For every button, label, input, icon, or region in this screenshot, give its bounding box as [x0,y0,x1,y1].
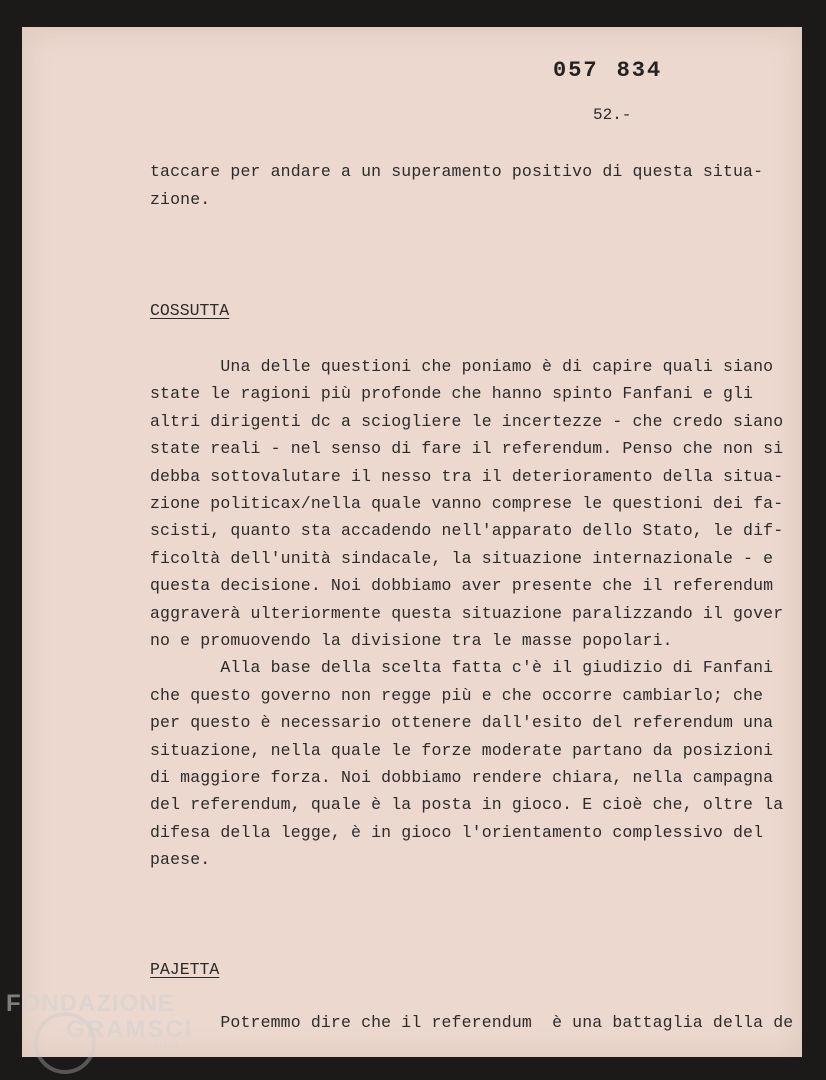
text-line: questa decisione. Noi dobbiamo aver presente che il referendum [150,576,774,596]
text-line: state le ragioni più profonde che hanno spinto Fanfani e gli [150,384,754,404]
page-number: 52.- [593,106,632,124]
text-line: taccare per andare a un superamento positivo di questa situa- [150,162,764,181]
text-line: ficoltà dell'unità sindacale, la situazione internazionale - e [150,548,774,568]
text-line: paese. [150,850,211,870]
document-page [22,27,802,1057]
text-line: zione. [150,189,211,209]
text-line: Alla base della scelta fatta c'è il giudizio di Fanfani [150,658,774,678]
archive-number-part1: 057 [553,58,599,83]
text-line: che questo governo non regge più e che occorre cambiarlo; che [150,685,764,705]
text-line: di maggiore forza. Noi dobbiamo rendere chiara, nella campagna [150,768,774,787]
text-line: no e promuovendo la divisione tra le masse popolari. [150,631,673,650]
text-line: del referendum, quale è la posta in gioco. E cioè che, oltre la [150,795,784,815]
speaker-heading-cossutta: COSSUTTA [150,301,230,320]
text-line: altri dirigenti dc a sciogliere le incertezze - che credo siano [150,411,784,431]
text-line: Una delle questioni che poniamo è di capire quali siano [150,357,774,376]
archive-number-part2: 834 [616,58,663,83]
text-line: Potremmo dire che il referendum è una battaglia della de [150,1013,794,1032]
text-line: debba sottovalutare il nesso tra il deterioramento della situa- [150,466,784,486]
text-line: state reali - nel senso di fare il referendum. Penso che non si [150,439,784,459]
speaker-heading-pajetta: PAJETTA [150,960,220,979]
text-line: situazione, nella quale le forze moderate partano da posizioni [150,740,774,760]
text-line: scisti, quanto sta accadendo nell'apparato dello Stato, le dif- [150,521,784,541]
archive-number-stamp [553,58,662,83]
text-line: aggraverà ulteriormente questa situazione paralizzando il gover [150,603,784,623]
fondazione-gramsci-watermark: FONDAZIONE GRAMSCI onlus [6,990,194,1051]
text-line: per questo è necessario ottenere dall'esito del referendum una [150,713,774,733]
text-line: difesa della legge, è in gioco l'orientamento complessivo del [150,822,764,842]
text-line: zione politicax/nella quale vanno comprese le questioni dei fa- [150,494,784,513]
